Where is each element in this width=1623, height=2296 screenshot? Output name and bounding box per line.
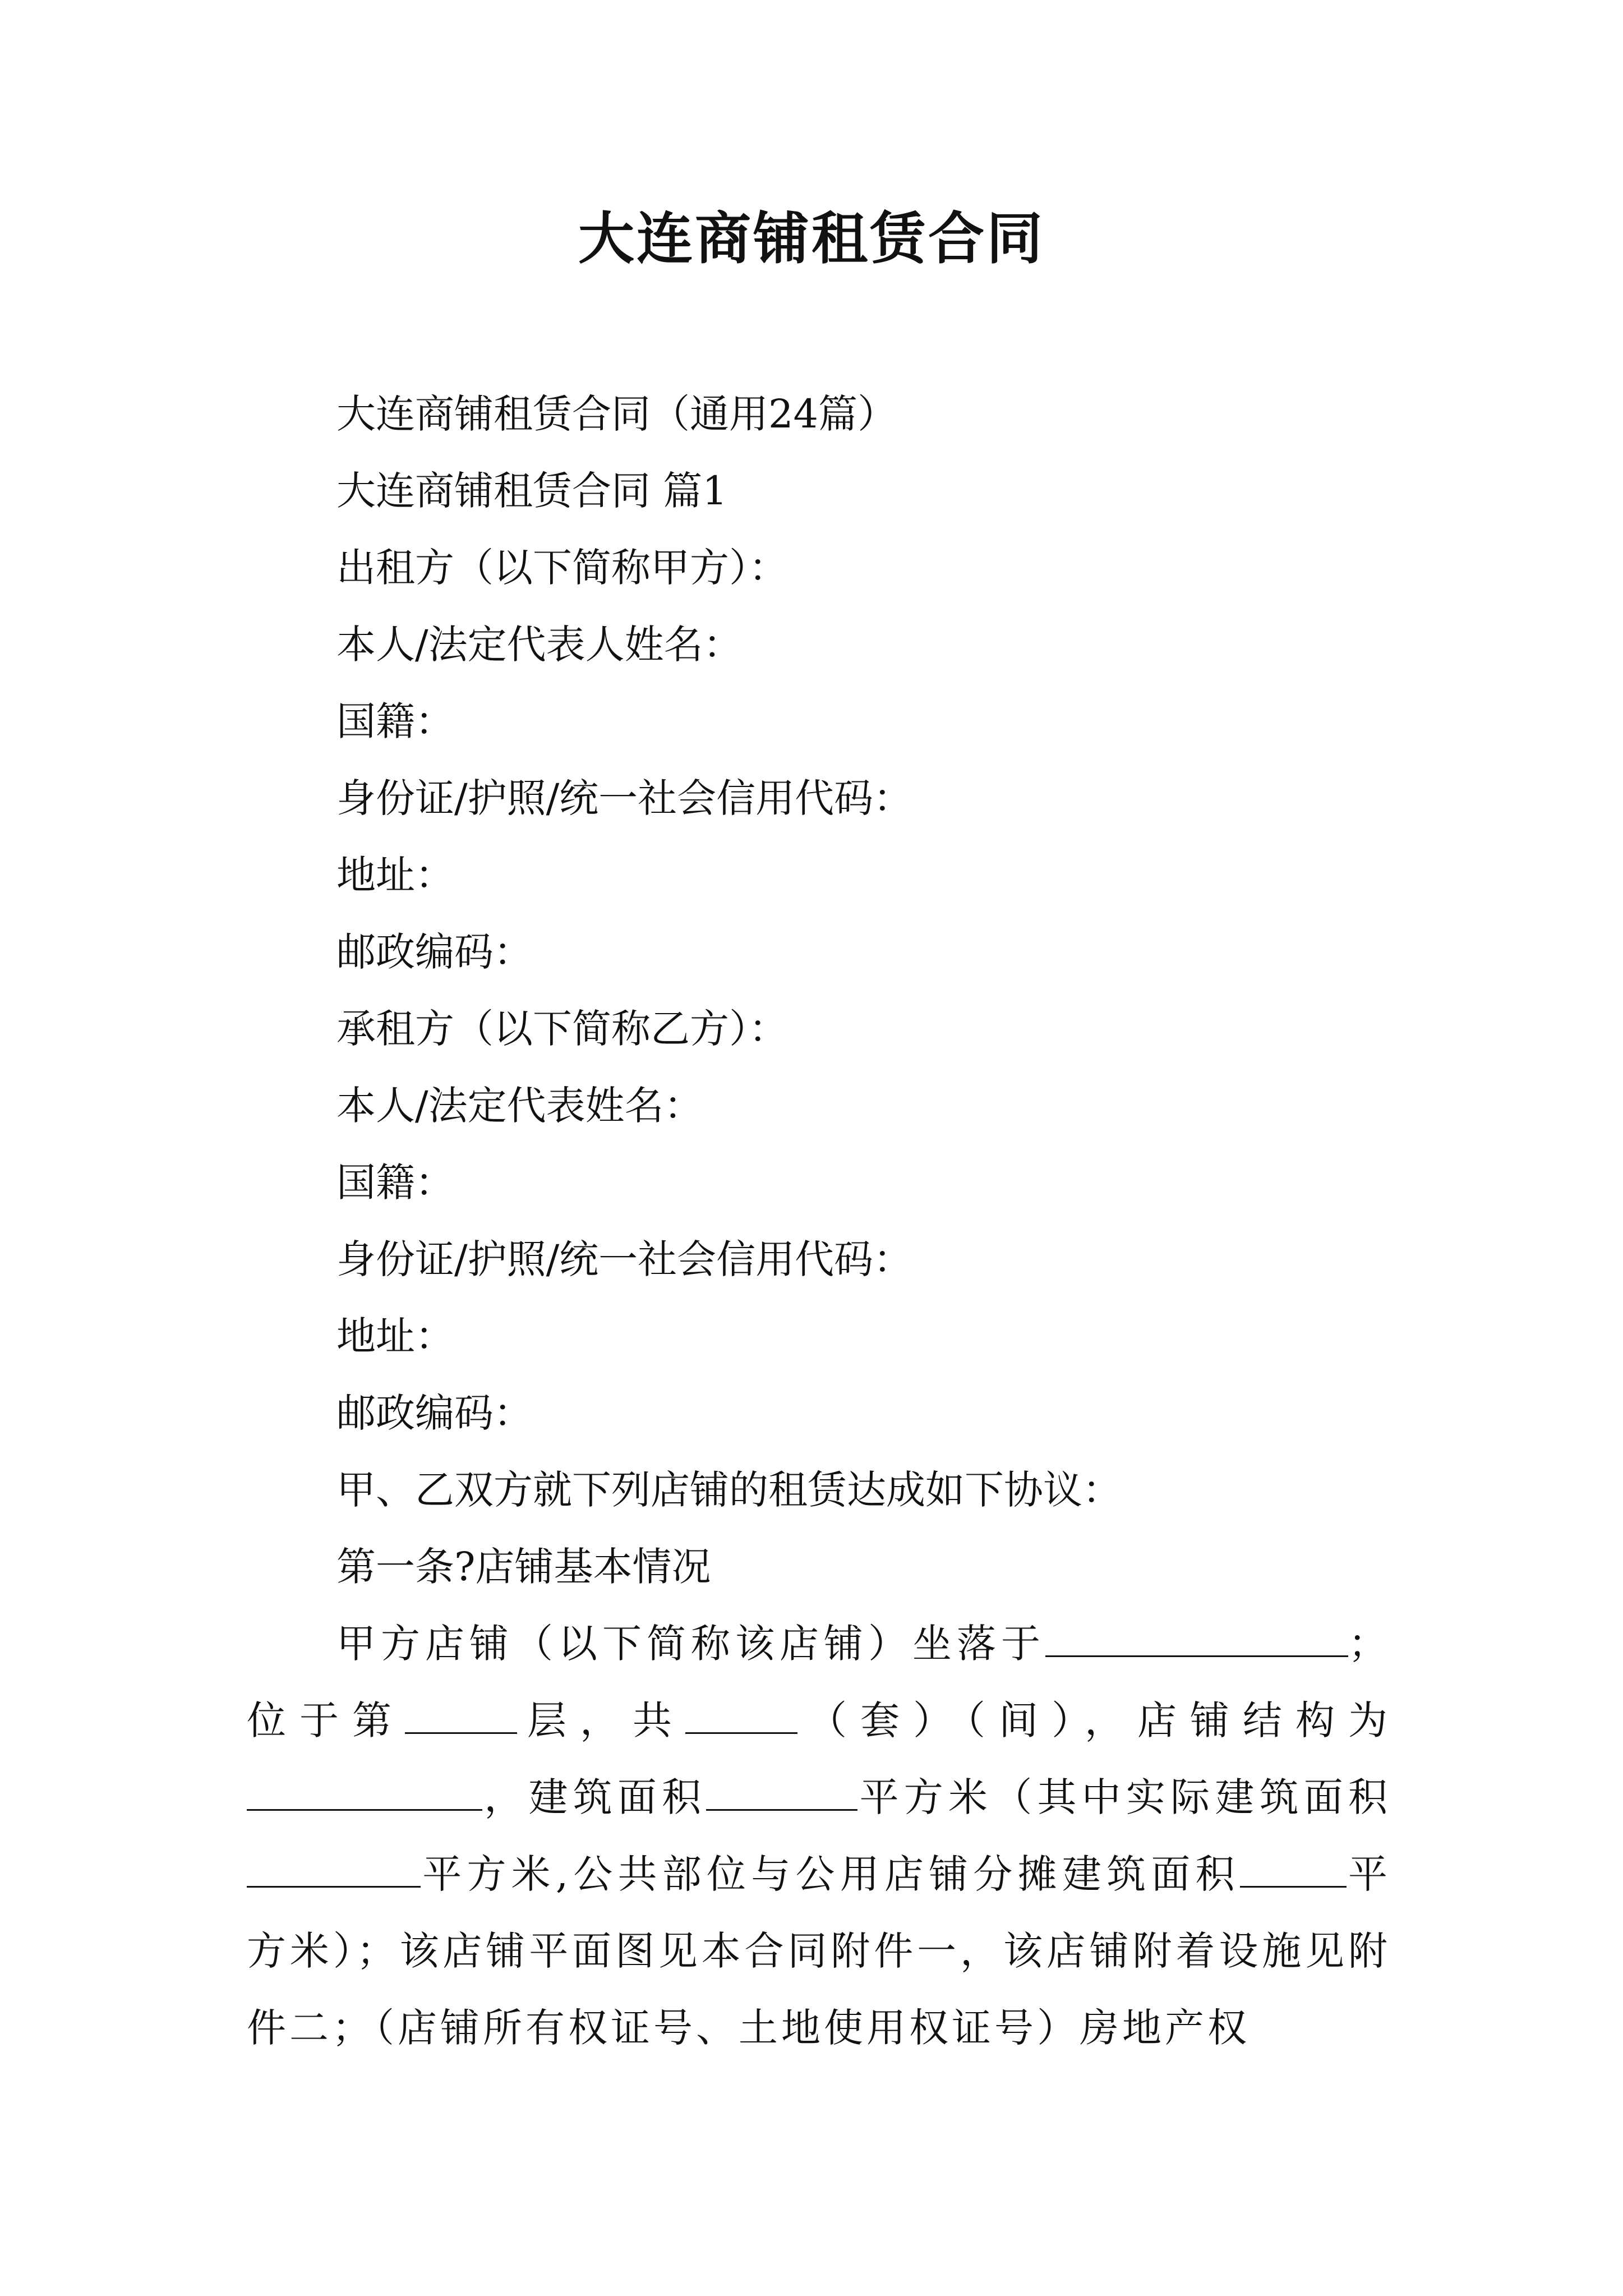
lessor-postcode-field: 邮政编码： — [336, 929, 533, 975]
lessor-address-field: 地址： — [336, 852, 454, 898]
structure-blank — [247, 1775, 482, 1811]
paragraph-text: 平方米）；该店铺平面图见本合同附件一，该店铺附着设施见附件二；（店铺所有权证号、土地使用权证号）房地产权 — [247, 1851, 1391, 2051]
paragraph-text: 平方米,公共部位与公用店铺分摊建筑面积 — [421, 1851, 1240, 1897]
paragraph-text: ；位于第 — [247, 1621, 1391, 1743]
lessor-id-field: 身份证/护照/统一社会信用代码： — [336, 775, 913, 821]
lessee-heading: 承租方（以下简称乙方）： — [336, 1006, 788, 1052]
paragraph-text: 层，共 — [517, 1697, 685, 1743]
lessee-postcode-field: 邮政编码： — [336, 1390, 533, 1436]
lessee-id-field: 身份证/护照/统一社会信用代码： — [336, 1236, 913, 1282]
unit-count-blank — [685, 1699, 797, 1734]
shared-area-blank — [1240, 1852, 1347, 1888]
lessee-name-field: 本人/法定代表姓名： — [336, 1083, 703, 1129]
lessor-heading: 出租方（以下简称甲方）： — [336, 545, 788, 591]
agreement-intro: 甲、乙双方就下列店铺的租赁达成如下协议： — [336, 1467, 1122, 1513]
floor-blank — [405, 1699, 517, 1734]
location-blank — [1045, 1622, 1348, 1657]
article-one-paragraph — [247, 1605, 1391, 2067]
paragraph-text: 平方米（其中实际建筑面积 — [857, 1774, 1391, 1820]
document-body — [247, 376, 1391, 2067]
subtitle-line: 大连商铺租赁合同（通用24篇） — [336, 391, 897, 437]
section-heading: 大连商铺租赁合同 篇1 — [336, 468, 727, 514]
paragraph-text: （套）（间），店铺结构为 — [797, 1697, 1391, 1743]
paragraph-text: 甲方店铺（以下简称该店铺）坐落于 — [336, 1621, 1045, 1667]
paragraph-text: ，建筑面积 — [482, 1774, 707, 1820]
actual-area-blank — [247, 1852, 421, 1888]
document-title: 大连商铺租赁合同 — [578, 205, 1045, 272]
lessor-nationality-field: 国籍： — [336, 698, 454, 744]
lessee-nationality-field: 国籍： — [336, 1159, 454, 1205]
lessor-name-field: 本人/法定代表人姓名： — [336, 622, 743, 668]
lessee-address-field: 地址： — [336, 1313, 454, 1359]
floor-area-blank — [706, 1775, 857, 1811]
article-one-heading: 第一条?店铺基本情况 — [336, 1544, 711, 1590]
